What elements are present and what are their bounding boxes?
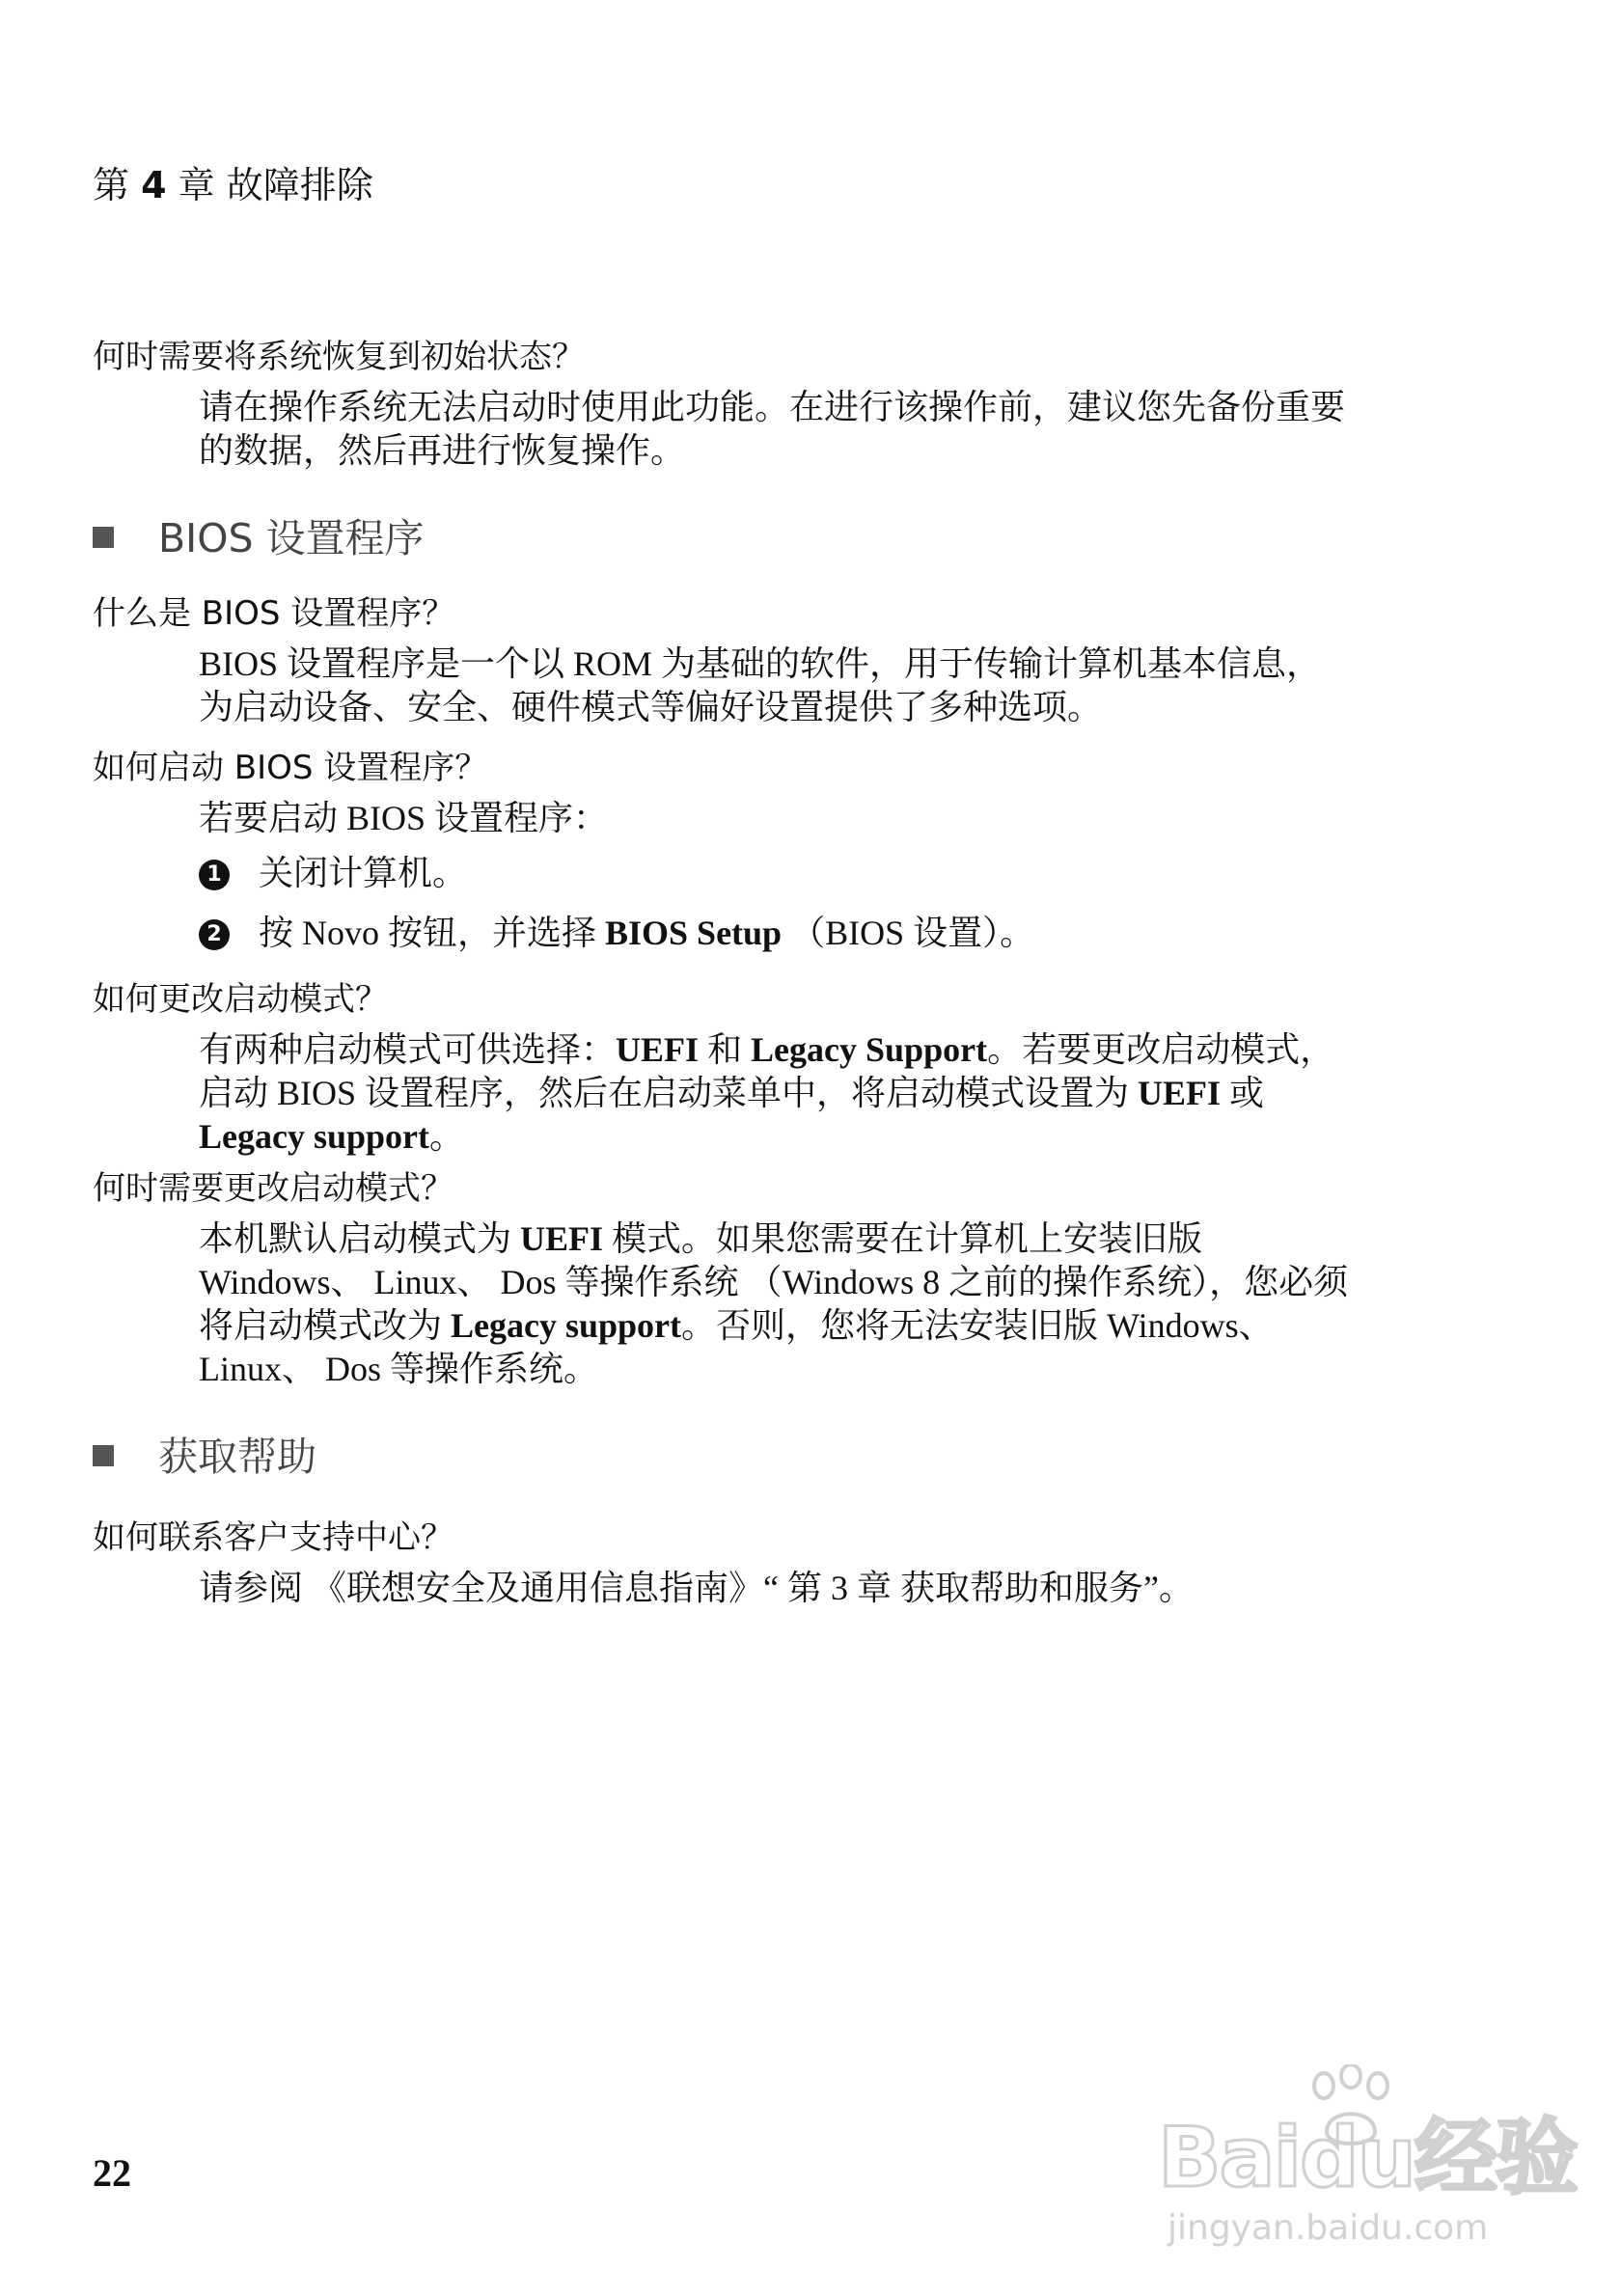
answer-change-mode-line-3 [199,1115,1511,1159]
square-bullet-icon [93,1445,114,1466]
question-change-mode: 如何更改启动模式？ [93,980,388,1019]
answer-what-bios-line-2: 为启动设备、安全、硬件模式等偏好设置提供了多种选项。 [199,688,1103,726]
answer-change-mode-line-2 [199,1072,1511,1115]
answer-contact-text: 请参阅 《联想安全及通用信息指南》“ 第 3 章 获取帮助和服务”。 [199,1569,1194,1607]
question-when-change: 何时需要更改启动模式？ [93,1169,453,1208]
text-run: 将启动模式改为 [199,1306,452,1345]
step-2-text-pre: 按 Novo 按钮，并选择 [259,914,605,952]
answer-change-mode-line-1 [199,1028,1511,1072]
text-run: 模式。如果您需要在计算机上安装旧版 [603,1219,1203,1258]
answer-when-change-line-2: Windows、 Linux、 Dos 等操作系统 （Windows 8 之前的操作系统），您必须 [199,1263,1349,1301]
question-start-bios: 如何启动 BIOS 设置程序？ [93,749,488,787]
answer-when-change-line-3 [199,1304,1511,1348]
answer-when-change [199,1217,1511,1391]
step-2 [199,911,1034,955]
question-contact: 如何联系客户支持中心？ [93,1518,453,1557]
bold-uefi: UEFI [616,1030,700,1069]
text-run: 本机默认启动模式为 [199,1219,521,1258]
answer-restore [199,386,1511,473]
answer-start-bios-intro-text: 若要启动 BIOS 设置程序： [199,799,609,837]
bold-uefi: UEFI [1138,1074,1222,1112]
text-run: 。若要更改启动模式， [987,1030,1335,1069]
answer-what-bios-line-1: BIOS 设置程序是一个以 ROM 为基础的软件，用于传输计算机基本信息， [199,644,1322,683]
bold-uefi: UEFI [520,1219,604,1258]
chapter-prefix: 第 [93,164,130,206]
question-what-bios: 什么是 BIOS 设置程序？ [93,594,455,633]
text-run: 和 [699,1030,752,1069]
square-bullet-icon [93,527,114,548]
bold-legacy-support: Legacy Support [751,1030,988,1069]
step-number-2-icon: 2 [199,919,230,950]
section-help-title: 获取帮助 [158,1434,316,1480]
text-run: 。否则，您将无法安装旧版 Windows、 [681,1306,1274,1345]
watermark-logo-text: Baidu经验 [1158,2110,1577,2206]
answer-change-mode [199,1028,1511,1159]
answer-when-change-line-4: Linux、 Dos 等操作系统。 [199,1350,599,1388]
step-1 [199,851,467,895]
chapter-number: 4 [141,164,167,206]
answer-contact [199,1567,1511,1610]
text-run: 。 [429,1117,465,1156]
step-2-text-bold: BIOS Setup [605,914,783,952]
text-run: 或 [1221,1074,1265,1112]
section-heading-help [93,1432,316,1482]
step-number-1-icon: 1 [199,860,230,890]
answer-restore-line-1: 请在操作系统无法启动时使用此功能。在进行该操作前，建议您先备份重要 [199,388,1346,426]
section-bios-title: BIOS 设置程序 [158,515,425,561]
watermark-url: jingyan.baidu.com [1168,2208,1489,2248]
step-2-text-post: （BIOS 设置）。 [782,914,1035,952]
question-restore: 何时需要将系统恢复到初始状态？ [93,338,585,376]
bold-legacy-support: Legacy support [199,1117,430,1156]
step-1-text: 关闭计算机。 [259,854,468,892]
chapter-header [93,162,373,208]
answer-when-change-line-1 [199,1217,1511,1261]
section-heading-bios [93,513,425,563]
answer-what-bios [199,642,1511,729]
answer-start-bios-intro [199,797,1511,840]
bold-legacy-support: Legacy support [451,1306,682,1345]
text-run: 启动 BIOS 设置程序，然后在启动菜单中，将启动模式设置为 [199,1074,1139,1112]
chapter-title: 章 故障排除 [178,164,373,206]
text-run: 有两种启动模式可供选择： [199,1030,617,1069]
answer-restore-line-2: 的数据，然后再进行恢复操作。 [199,431,686,470]
page-number: 22 [93,2151,131,2195]
baidu-watermark [1158,2064,1577,2257]
